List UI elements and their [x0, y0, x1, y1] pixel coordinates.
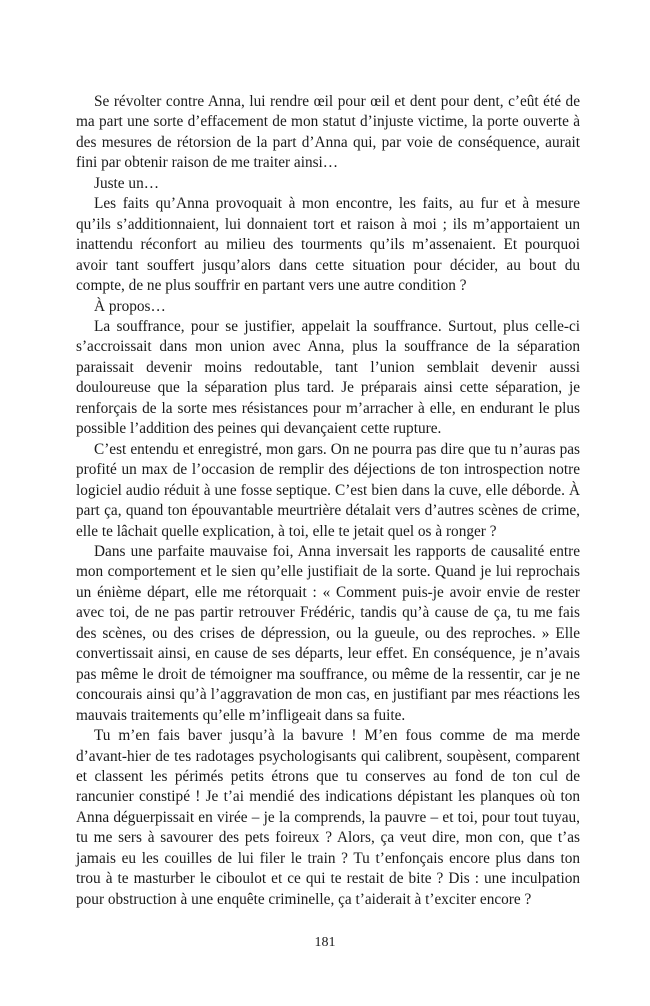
paragraph: Se révolter contre Anna, lui rendre œil pour œil et dent pour dent, c’eût été de ma part une sorte d’effacement de mon statut d’injuste victime, la porte ouverte à des mesures de rétorsion de la part d’Anna qui, par voie de conséquence, aurait fini par obtenir raison de me traiter ainsi…	[76, 93, 580, 172]
paragraph: Tu m’en fais baver jusqu’à la bavure ! M’en fous comme de ma merde d’avant-hier de tes radotages psychologisants qui calibrent, soupèsent, comparent et classent les périmés petits étrons que tu conserves au fond de ton cul de rancunier constipé ! Je t’ai mendié des indications dépistant les planques où ton Anna déguerpissait en virée – je la comprends, la pauvre – et toi, pour tout tuyau, tu me sers à savourer des pets foireux ? Alors, ça veut dire, mon con, que t’as jamais eu les couilles de lui filer le train ? Tu t’enfonçais encore plus dans ton trou à te masturber le ciboulot et ce qui te restait de bite ? Dis : une inculpation pour obstruction à une enquête criminelle, ça t’aiderait à t’exciter encore ?	[76, 727, 580, 908]
paragraph: À propos…	[94, 297, 166, 315]
page-number: 181	[314, 935, 336, 950]
paragraph: Dans une parfaite mauvaise foi, Anna inversait les rapports de causalité entre mon comportement et le sien qu’elle justifiait de la sorte. Quand je lui reprochais un énième départ, elle me rétorquait : « Comment puis-je avoir envie de rester avec toi, de ne pas partir retrouver Frédéric, tandis qu’à cause de ça, tu me fais des scènes, ou des crises de dépression, ou la gueule, ou des reproches. » Elle convertissait ainsi, en cause de ses départs, leur effet. En conséquence, je n’avais pas même le droit de témoigner ma souffrance, ou même de la ressentir, car je ne concourais ainsi qu’à l’aggravation de mon cas, en justifiant par mes réactions les mauvais traitements qu’elle m’infligeait dans sa fuite.	[76, 542, 580, 724]
paragraph: C’est entendu et enregistré, mon gars. On ne pourra pas dire que tu n’auras pas profité un max de l’occasion de remplir des déjections de ton introspection notre logiciel audio réduit à une fosse septique. C’est bien dans la cuve, elle déborde. À part ça, quand ton épouvantable meurtrière détalait vers d’autres scènes de crime, elle te lâchait quelle explication, à toi, elle te jetait quel os à ronger ?	[76, 440, 580, 540]
paragraph: La souffrance, pour se justifier, appelait la souffrance. Surtout, plus celle-ci s’accroissait dans mon union avec Anna, plus la souffrance de la séparation paraissait devenir moins redoutable, tant l’union semblait devenir aussi douloureuse que la séparation plus tard. Je préparais ainsi cette séparation, je renforçais de la sorte mes résistances pour m’arracher à elle, en endurant le plus possible l’addition des peines qui devançaient cette rupture.	[76, 317, 580, 438]
paragraph: Juste un…	[94, 174, 160, 192]
page-body	[76, 92, 580, 910]
paragraph: Les faits qu’Anna provoquait à mon encontre, les faits, au fur et à mesure qu’ils s’additionnaient, lui donnaient tort et raison à moi ; ils m’apportaient un inattendu réconfort au milieu des tourments qu’ils m’assenaient. Et pourquoi avoir tant souffert jusqu’alors dans cette situation pour décider, au bout du compte, de ne plus souffrir en partant vers une autre condition ?	[76, 195, 580, 295]
